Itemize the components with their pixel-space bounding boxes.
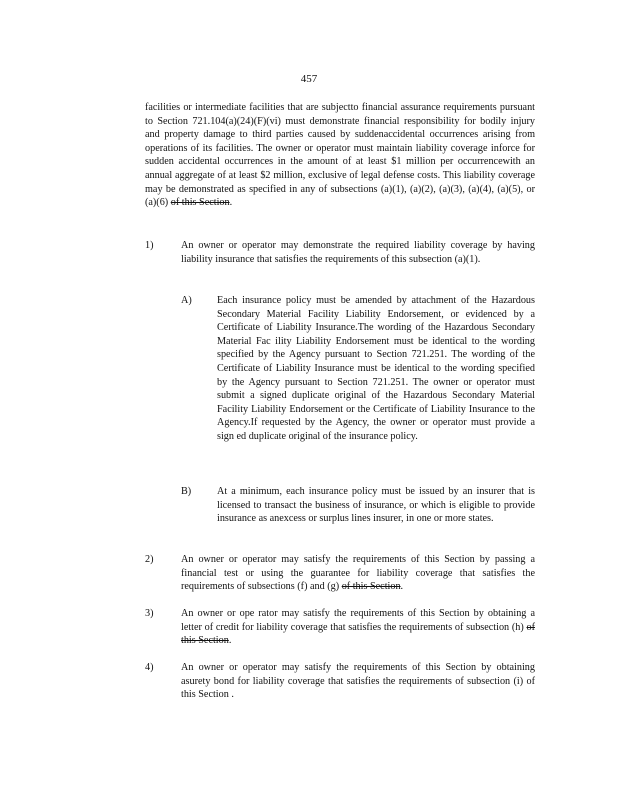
item-number: 1) xyxy=(145,240,154,251)
item-text: An owner or operator may satisfy the requirements of this Section by obtaining asurety bond for liability coverage that satisfies the requirements of subsection (i) of this Section . xyxy=(181,662,535,701)
item-number: 2) xyxy=(145,554,154,565)
item-tail: . xyxy=(228,635,232,647)
item-text: An owner or operator may demonstrate the required liability coverage by having liability insurance that satisfies the requirements of this subsection (a)(1). xyxy=(181,240,535,265)
item-text: An owner or ope rator may satisfy the requirements of this Section by obtaining a letter of credit for liability coverage that satisfies the requirements of subsection (h) xyxy=(181,608,535,633)
item-struck-text: of this Section xyxy=(181,621,535,647)
list-item-3 xyxy=(145,607,535,648)
intro-text: facilities or intermediate facilities that are subjectto financial assurance requirements pursuant to Section 721.104(a)(24)(F)(vi) must demonstrate financial responsibility for bodily injury and property damage to third parties caused by suddenaccidental occurrences arising from operations of its facilities. The owner or operator must maintain liability coverage inforce for sudden accidental occurrences in the amount of at least $1 million per occurrencewith an annual aggregate of at least $2 million, exclusive of legal defense costs. This liability coverage may be demonstrated as specified in any of subsections (a)(1), (a)(2), (a)(3), (a)(4), (a)(5), or (a)(6) xyxy=(145,102,535,209)
item-number: 3) xyxy=(145,608,154,619)
intro-struck-text: of this Section xyxy=(170,197,230,209)
item-number: 4) xyxy=(145,662,154,673)
item-tail: . xyxy=(400,581,404,593)
page-number: 457 xyxy=(300,73,318,85)
subitem-a xyxy=(181,294,535,444)
item-struck-text: of this Section xyxy=(341,581,401,593)
list-item-2 xyxy=(145,553,535,594)
subitem-text: Each insurance policy must be amended by attachment of the Hazardous Secondary Material Facility Liability Endorsement, or evidenced by a Certificate of Liability Insurance.The wording of the Hazardous Secondary Material Fac ility Liability Endorsement must be identical to the wording specified by the Agency pursuant to Section 721.251. The wording of the Certificate of Liability Insurance must be identical to the wording specified by the Agency pursuant to Section 721.251. The owner or operator must submit a signed duplicate original of the Hazardous Secondary Material Facility Liability Endorsement or the Certificate of Liability Insurance to the Agency.If requested by the Agency, the owner or operator must provide a sign ed duplicate original of the insurance policy. xyxy=(217,295,535,442)
subitem-b xyxy=(181,485,535,526)
intro-paragraph xyxy=(145,101,535,210)
subitem-number: A) xyxy=(181,295,192,306)
list-item-1 xyxy=(145,239,535,266)
subitem-text: At a minimum, each insurance policy must be issued by an insurer that is licensed to transact the business of insurance, or which is eligible to provide insurance as anexcess or surplus lines insurer, in one or more states. xyxy=(217,486,535,525)
intro-tail: . xyxy=(229,197,233,209)
item-text: An owner or operator may satisfy the requirements of this Section by passing a financial test or using the guarantee for liability coverage that satisfies the requirements of subsections (f) and (g) xyxy=(181,554,535,593)
subitem-number: B) xyxy=(181,486,192,497)
list-item-4 xyxy=(145,661,535,702)
